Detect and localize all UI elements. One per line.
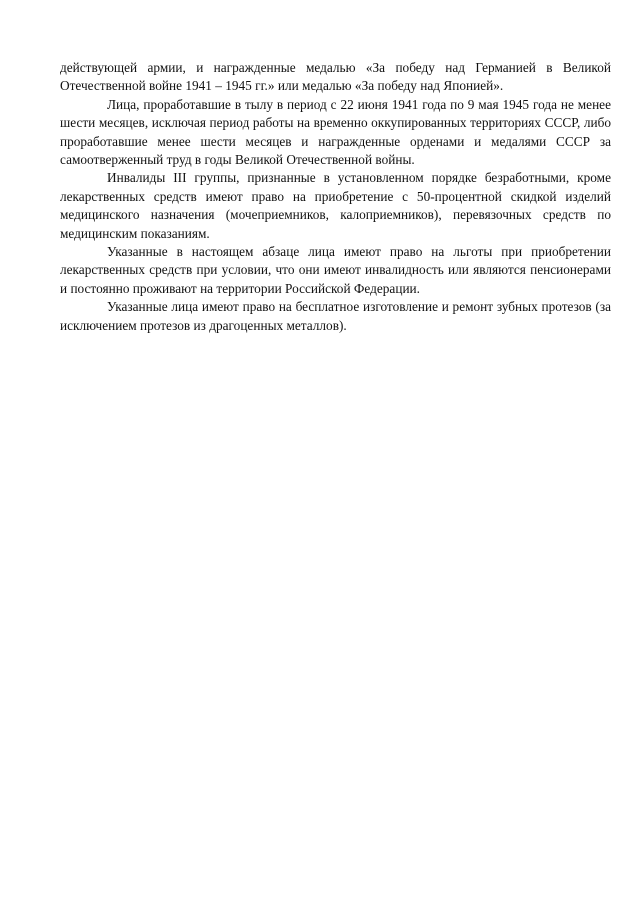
paragraph-dental-prosthetics: Указанные лица имеют право на бесплатное изготовление и ремонт зубных протезов (за исключением протезов из драгоценных металлов). xyxy=(60,299,611,333)
paragraph-disability-group-three: Инвалиды III группы, признанные в установленном порядке безработными, кроме лекарственных средств имеют право на приобретение с 50-процентной скидкой изделий медицинского назначения (мочеприемников, калоприемников), перевязочных средств по медицинским показаниям. xyxy=(60,170,611,241)
paragraph-benefit-conditions: Указанные в настоящем абзаце лица имеют право на льготы при приобретении лекарственных средств при условии, что они имеют инвалидность или являются пенсионерами и постоянно проживают на территории Российской Федерации. xyxy=(60,244,611,296)
paragraph-medal-recipients: действующей армии, и награжденные медалью «За победу над Германией в Великой Отечественной войне 1941 – 1945 гг.» или медалью «За победу над Японией». xyxy=(60,60,611,94)
paragraph-home-front-workers: Лица, проработавшие в тылу в период с 22 июня 1941 года по 9 мая 1945 года не менее шести месяцев, исключая период работы на временно оккупированных территориях СССР, либо проработавшие менее шести месяцев и награжденные орденами и медалями СССР за самоотверженный труд в годы Великой Отечественной войны. xyxy=(60,96,611,168)
document-body xyxy=(60,59,611,335)
